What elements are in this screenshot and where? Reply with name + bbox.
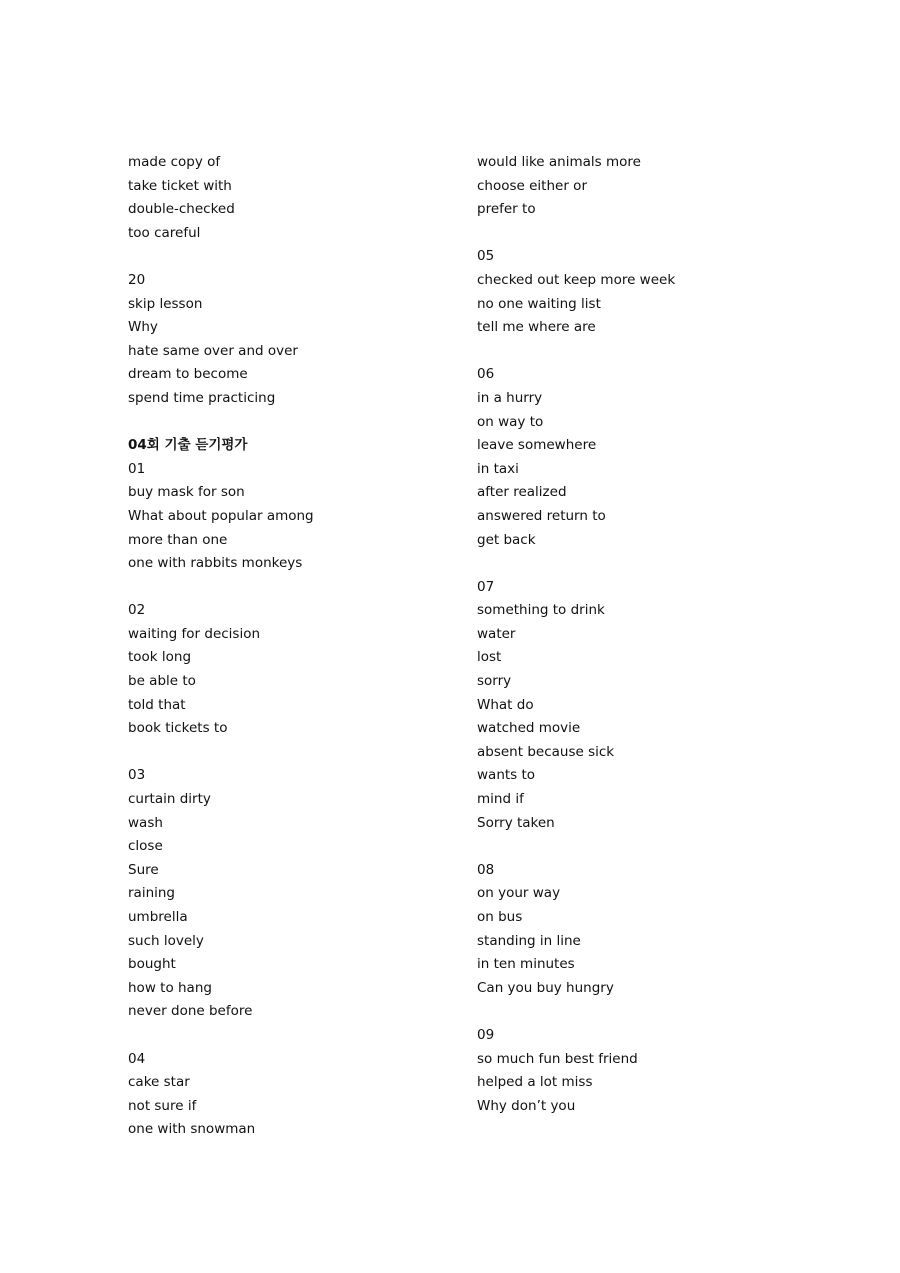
question-number: 02 (128, 602, 146, 619)
phrase-line: get back (477, 531, 536, 548)
phrase-line: never done before (128, 1003, 253, 1020)
question-number: 05 (477, 248, 495, 265)
phrase-line: buy mask for son (128, 484, 245, 501)
question-number: 01 (128, 460, 146, 477)
phrase-line: standing in line (477, 932, 581, 949)
phrase-line: would like animals more (477, 154, 641, 170)
phrase-line: after realized (477, 484, 567, 501)
blank-line (477, 222, 797, 246)
phrase-line: Can you buy hungry (477, 979, 614, 996)
blank-line (128, 1024, 448, 1048)
phrase-line: in a hurry (477, 389, 543, 406)
phrase-line: not sure if (128, 1097, 197, 1114)
blank-line (477, 552, 797, 576)
question-number: 20 (128, 271, 146, 288)
phrase-line: book tickets to (128, 720, 228, 737)
phrase-line: hate same over and over (128, 342, 298, 359)
phrase-line: such lovely (128, 932, 204, 949)
phrase-line: one with snowman (128, 1121, 256, 1138)
phrase-line: be able to (128, 673, 196, 690)
question-number: 03 (128, 767, 146, 784)
phrase-line: absent because sick (477, 743, 615, 760)
question-number: 08 (477, 861, 495, 878)
phrase-line: so much fun best friend (477, 1050, 638, 1067)
phrase-line: What about popular among (128, 507, 314, 524)
phrase-line: on your way (477, 885, 561, 902)
left-column (128, 151, 448, 1142)
phrase-line: something to drink (477, 602, 605, 619)
blank-line (477, 1000, 797, 1024)
phrase-line: What do (477, 696, 534, 713)
right-column (477, 151, 797, 1118)
phrase-line: leave somewhere (477, 437, 597, 454)
phrase-line: checked out keep more week (477, 271, 676, 288)
section-heading: 04회 기출 듣기평가 (128, 437, 248, 454)
phrase-line: tell me where are (477, 319, 596, 336)
phrase-line: answered return to (477, 507, 606, 524)
phrase-line: waiting for decision (128, 625, 261, 642)
phrase-line: wants to (477, 767, 536, 784)
phrase-line: more than one (128, 531, 228, 548)
phrase-line: no one waiting list (477, 295, 601, 312)
phrase-line: in ten minutes (477, 956, 575, 973)
blank-line (128, 576, 448, 600)
phrase-line: cake star (128, 1074, 190, 1091)
phrase-line: in taxi (477, 460, 519, 477)
blank-line (477, 835, 797, 859)
phrase-line: choose either or (477, 177, 587, 194)
phrase-line: bought (128, 956, 176, 973)
blank-line (128, 741, 448, 765)
phrase-line: raining (128, 885, 176, 902)
phrase-line: told that (128, 696, 186, 713)
phrase-line: how to hang (128, 979, 212, 996)
blank-line (477, 340, 797, 364)
phrase-line: sorry (477, 673, 512, 690)
phrase-line: lost (477, 649, 502, 666)
phrase-line: prefer to (477, 201, 536, 218)
phrase-line: on bus (477, 909, 523, 925)
phrase-line: watched movie (477, 720, 581, 737)
question-number: 09 (477, 1026, 495, 1043)
phrase-line: Sorry taken (477, 814, 555, 831)
phrase-line: skip lesson (128, 295, 203, 312)
question-number: 06 (477, 366, 495, 383)
blank-line (128, 245, 448, 269)
phrase-line: dream to become (128, 366, 248, 383)
question-number: 07 (477, 578, 495, 595)
phrase-line: Why don’t you (477, 1097, 576, 1114)
phrase-line: wash (128, 814, 163, 831)
phrase-line: took long (128, 649, 192, 666)
phrase-line: double-checked (128, 201, 235, 218)
phrase-line: on way to (477, 413, 544, 430)
phrase-line: Why (128, 319, 158, 336)
phrase-line: curtain dirty (128, 791, 211, 808)
phrase-line: take ticket with (128, 177, 232, 194)
phrase-line: Sure (128, 861, 159, 878)
blank-line (128, 411, 448, 435)
phrase-line: made copy of (128, 154, 221, 170)
phrase-line: spend time practicing (128, 389, 276, 406)
phrase-line: mind if (477, 791, 524, 808)
phrase-line: umbrella (128, 909, 188, 925)
phrase-line: too careful (128, 224, 201, 241)
phrase-line: one with rabbits monkeys (128, 555, 303, 572)
phrase-line: close (128, 838, 163, 855)
question-number: 04 (128, 1050, 146, 1067)
phrase-line: helped a lot miss (477, 1074, 593, 1091)
phrase-line: water (477, 625, 516, 642)
